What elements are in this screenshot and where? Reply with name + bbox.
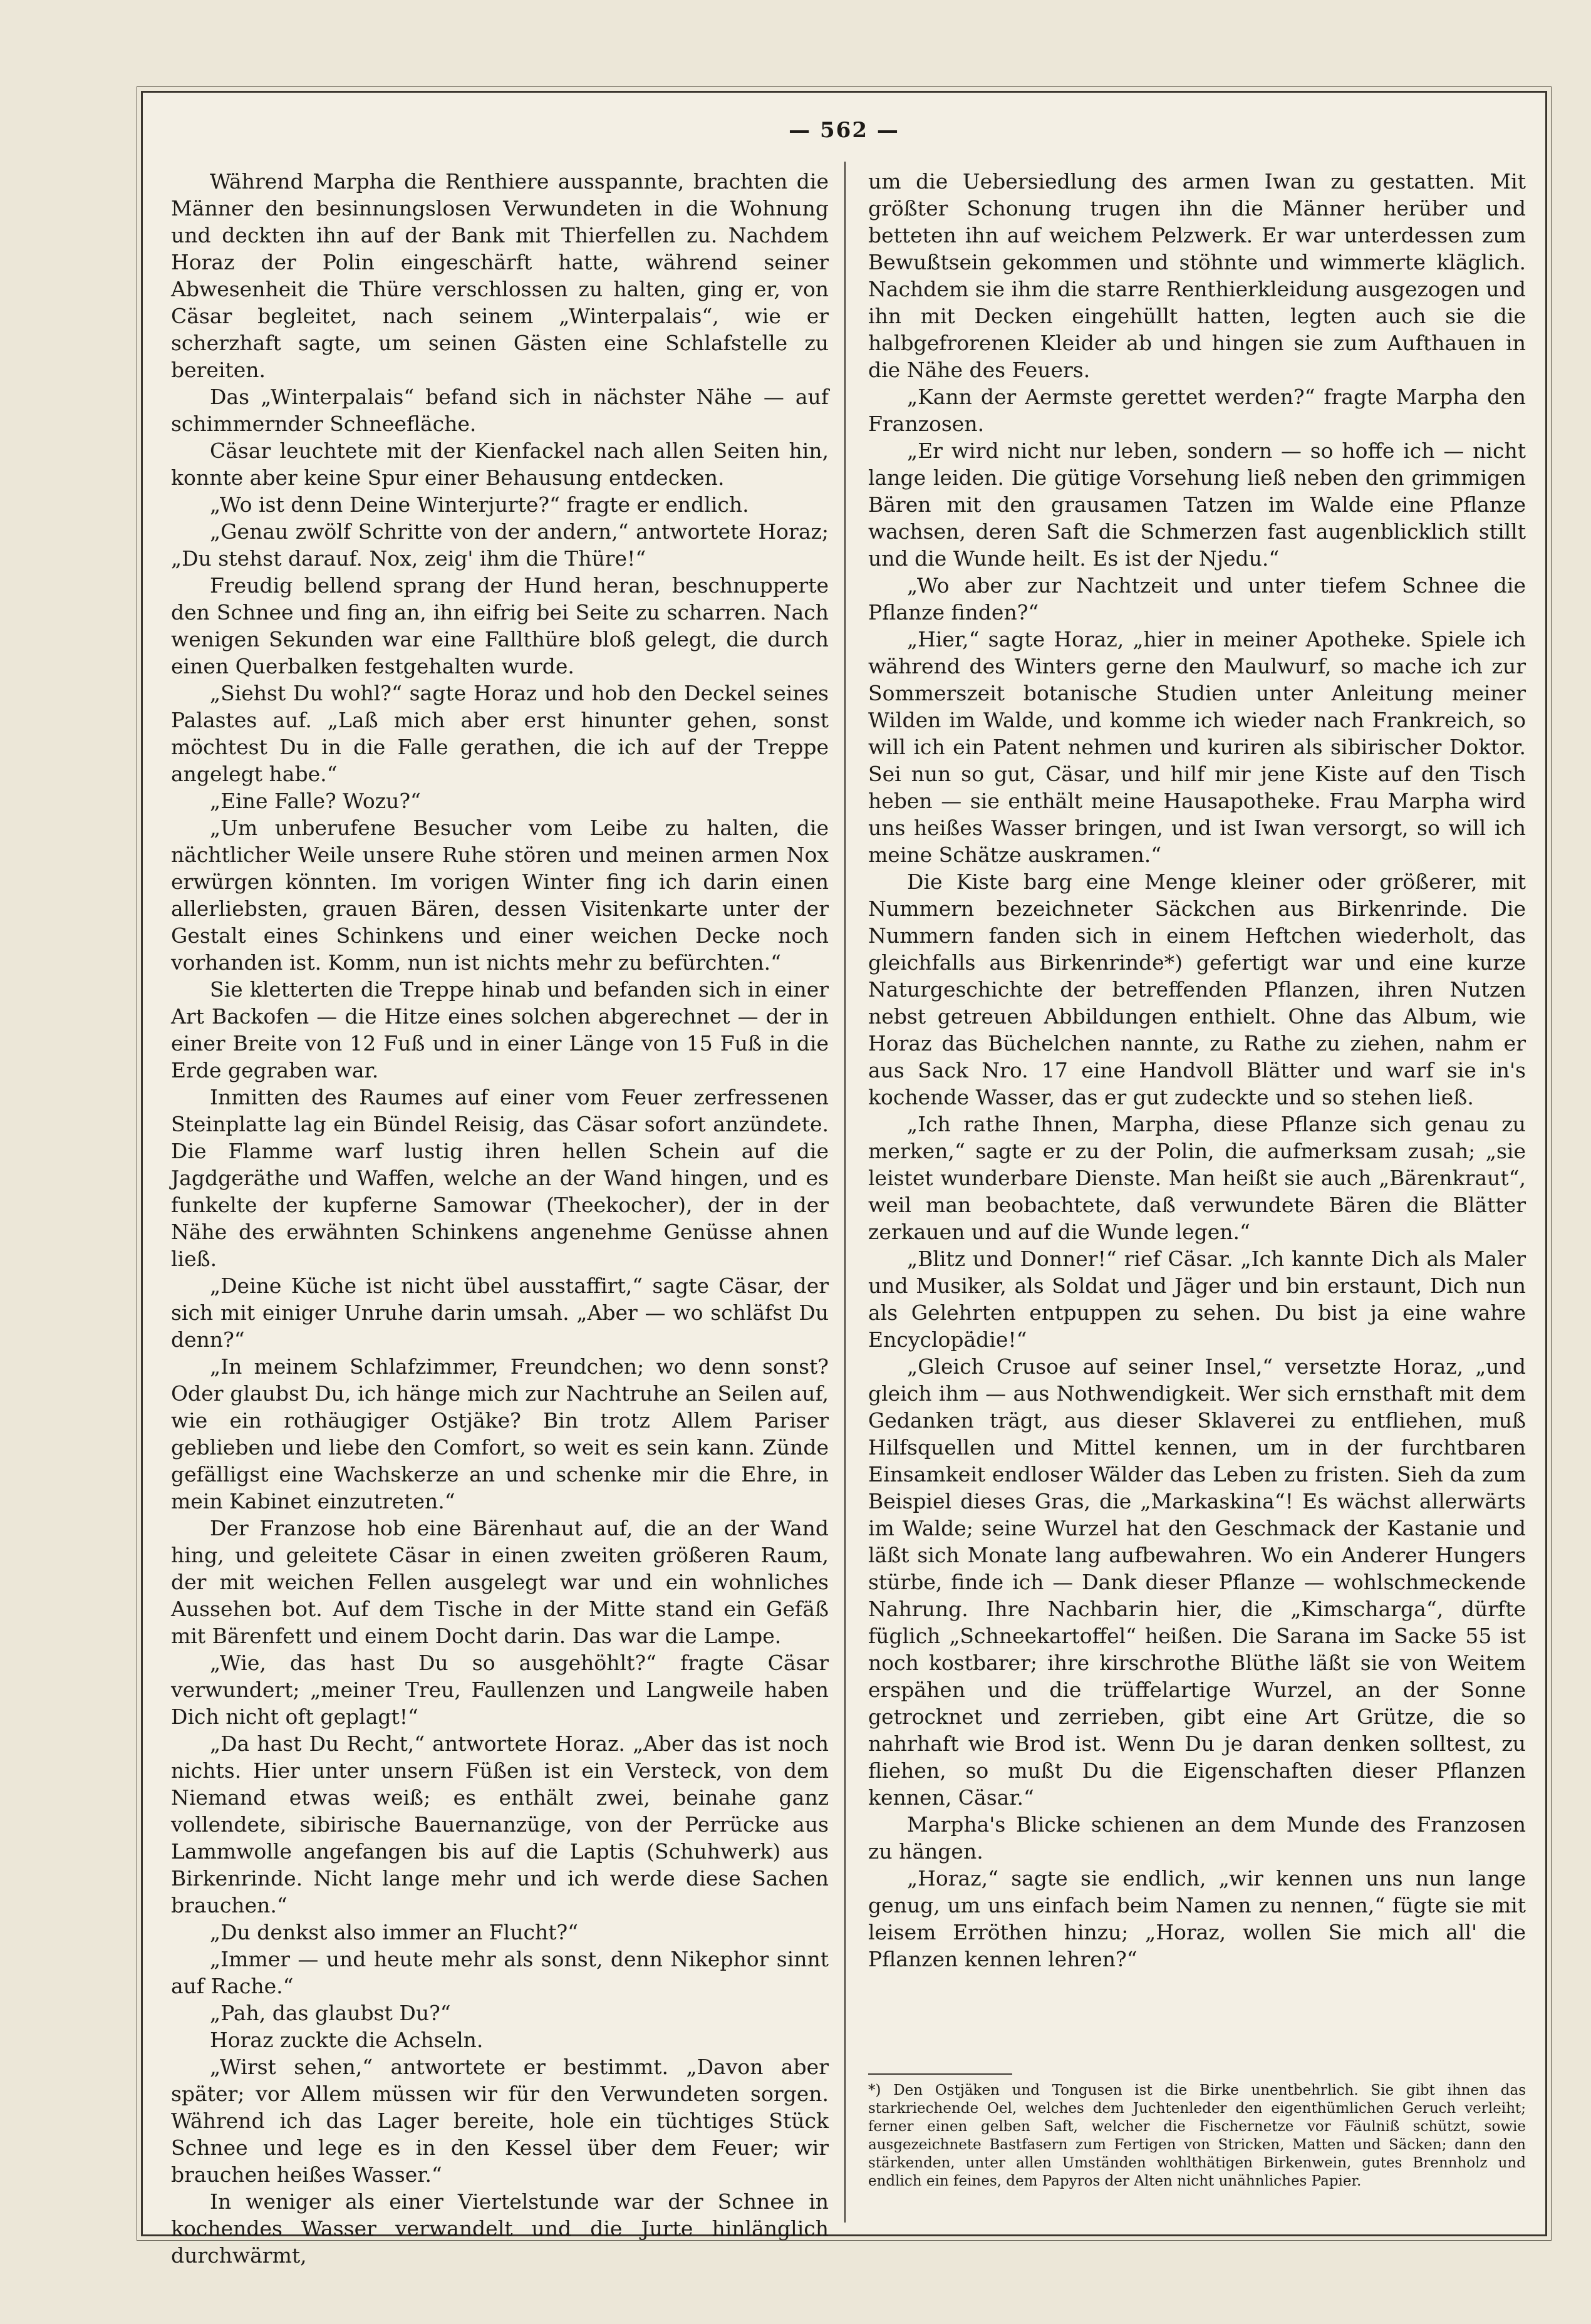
paragraph: „Pah, das glaubst Du?“: [210, 2001, 451, 2025]
paragraph: „Wo aber zur Nachtzeit und unter tiefem Schnee die Pflanze finden?“: [868, 573, 1526, 625]
paragraph: „Horaz,“ sagte sie endlich, „wir kennen uns nun lange genug, um uns einfach beim Namen zu nennen,“ fügte sie mit leisem Erröthen hinzu; „Horaz, wollen Sie mich all' die Pflanzen kennen lehren?“: [868, 1866, 1526, 1971]
paragraph: In weniger als einer Viertelstunde war der Schnee in kochendes Wasser verwandelt und die Jurte hinlänglich durchwärmt,: [171, 2189, 829, 2268]
paragraph: „Deine Küche ist nicht übel ausstaffirt,“ sagte Cäsar, der sich mit einiger Unruhe darin umsah. „Aber — wo schläfst Du denn?“: [171, 1274, 829, 1352]
page-number: — 562 —: [789, 118, 899, 143]
paragraph: „In meinem Schlafzimmer, Freundchen; wo denn sonst? Oder glaubst Du, ich hänge mich zur Nachtruhe an Seilen auf, wie ein rothäugiger Ostjäke? Bin trotz Allem Pariser geblieben und liebe den Comfort, so weit es sein kann. Zünde gefälligst eine Wachskerze an und schenke mir die Ehre, in mein Kabinet einzutreten.“: [171, 1354, 829, 1513]
paragraph: „Wie, das hast Du so ausgehöhlt?“ fragte Cäsar verwundert; „meiner Treu, Faullenzen und Langweile haben Dich nicht oft geplagt!“: [171, 1651, 829, 1729]
paragraph: „Du denkst also immer an Flucht?“: [210, 1920, 579, 1944]
paragraph: Der Franzose hob eine Bärenhaut auf, die an der Wand hing, und geleitete Cäsar in einen zweiten größeren Raum, der mit weichen Fellen ausgelegt war und ein wohnliches Aussehen bot. Auf dem Tische in der Mitte stand ein Gefäß mit Bärenfett und einem Docht darin. Das war die Lampe.: [171, 1516, 829, 1648]
newspaper-page: [141, 91, 1547, 2268]
paragraph: „Genau zwölf Schritte von der andern,“ antwortete Horaz; „Du stehst darauf. Nox, zeig' ihm die Thüre!“: [171, 519, 829, 571]
paragraph: „Gleich Crusoe auf seiner Insel,“ versetzte Horaz, „und gleich ihm — aus Nothwendigkeit. Wer sich ernsthaft mit dem Gedanken trägt, aus dieser Sklaverei zu entfliehen, muß Hilfsquellen und Mittel kennen, um in der furchtbaren Einsamkeit endloser Wälder das Leben zu fristen. Sieh da zum Beispiel dieses Gras, die „Markaskina“! Es wächst allerwärts im Walde; seine Wurzel hat den Geschmack der Kastanie und läßt sich Monate lang aufbewahren. Wo ein Anderer Hungers stürbe, finde ich — Dank dieser Pflanze — wohlschmeckende Nahrung. Ihre Nachbarin hier, die „Kimscharga“, dürfte füglich „Schneekartoffel“ heißen. Die Sarana im Sacke 55 ist noch kostbarer; ihre kirschrothe Blüthe läßt sie von Weitem erspähen und die trüffelartige Wurzel, an der Sonne getrocknet und zerrieben, gibt eine Art Grütze, die so nahrhaft wie Brod ist. Wenn Du je daran denken solltest, zu fliehen, so mußt Du die Eigenschaften dieser Pflanzen kennen, Cäsar.“: [868, 1354, 1526, 1810]
paragraph: „Wirst sehen,“ antwortete er bestimmt. „Davon aber später; vor Allem müssen wir für den Verwundeten sorgen. Während ich das Lager bereite, hole ein tüchtiges Stück Schnee und lege es in den Kessel über dem Feuer; wir brauchen heißes Wasser.“: [171, 2055, 829, 2187]
column-divider: [844, 162, 846, 2223]
paragraph: „Siehst Du wohl?“ sagte Horaz und hob den Deckel seines Palastes auf. „Laß mich aber erst hinunter gehen, sonst möchtest Du in die Falle gerathen, die ich auf der Treppe angelegt habe.“: [171, 681, 829, 786]
footnote-rule: [868, 2073, 1012, 2075]
paragraph: „Er wird nicht nur leben, sondern — so hoffe ich — nicht lange leiden. Die gütige Vorsehung ließ neben den grimmigen Bären mit den grausamen Tatzen im Walde eine Pflanze wachsen, deren Saft die Schmerzen fast augenblicklich stillt und die Wunde heilt. Es ist der Njedu.“: [868, 438, 1526, 571]
paragraph: „Um unberufene Besucher vom Leibe zu halten, die nächtlicher Weile unsere Ruhe stören und meinen armen Nox erwürgen könnten. Im vorigen Winter fing ich darin einen allerliebsten, grauen Bären, dessen Visitenkarte unter der Gestalt eines Schinkens und einer weichen Decke noch vorhanden ist. Komm, nun ist nichts mehr zu befürchten.“: [171, 816, 829, 975]
footnote: *) Den Ostjäken und Tongusen ist die Birke unentbehrlich. Sie gibt ihnen das starkriechende Oel, welches dem Juchtenleder den eigenthümlichen Geruch verleiht; ferner einen gelben Saft, welcher die Fischernetze vor Fäulniß schützt, sowie ausgezeichnete Bastfasern zum Fertigen von Stricken, Matten und Säcken; dann den stärkenden, unter allen Umständen wohlthätigen Birkenwein, gutes Brennholz und endlich ein feines, dem Papyros der Alten nicht unähnliches Papier.: [868, 2082, 1526, 2189]
paragraph: um die Uebersiedlung des armen Iwan zu gestatten. Mit größter Schonung trugen ihn die Männer herüber und betteten ihn auf weichem Pelzwerk. Er war unterdessen zum Bewußtsein gekommen und stöhnte und wimmerte kläglich. Nachdem sie ihm die starre Renthierkleidung ausgezogen und ihn mit Decken eingehüllt hatten, legten auch sie die halbgefrorenen Kleider ab und hingen sie zum Aufthauen in die Nähe des Feuers.: [868, 169, 1526, 382]
paragraph: „Ich rathe Ihnen, Marpha, diese Pflanze sich genau zu merken,“ sagte er zu der Polin, die aufmerksam zusah; „sie leistet wunderbare Dienste. Man heißt sie auch „Bärenkraut“, weil man beobachtete, daß verwundete Bären die Blätter zerkauen und auf die Wunde legen.“: [868, 1112, 1526, 1244]
paragraph: Horaz zuckte die Achseln.: [210, 2028, 484, 2052]
paragraph: „Eine Falle? Wozu?“: [210, 789, 421, 813]
paragraph: Die Kiste barg eine Menge kleiner oder größerer, mit Nummern bezeichneter Säckchen aus Birkenrinde. Die Nummern fanden sich in einem Heftchen wiederholt, das gleichfalls aus Birkenrinde*) gefertigt war und eine kurze Naturgeschichte der betreffenden Pflanzen, ihren Nutzen nebst getreuen Abbildungen enthielt. Ohne das Album, wie Horaz das Büchelchen nannte, zu Rathe zu ziehen, nahm er aus Sack Nro. 17 eine Handvoll Blätter und warf sie in's kochende Wasser, das er gut zudeckte und so stehen ließ.: [868, 869, 1526, 1109]
paragraph: „Kann der Aermste gerettet werden?“ fragte Marpha den Franzosen.: [868, 385, 1526, 436]
paragraph: Freudig bellend sprang der Hund heran, beschnupperte den Schnee und fing an, ihn eifrig bei Seite zu scharren. Nach wenigen Sekunden war eine Fallthüre bloß gelegt, die durch einen Querbalken festgehalten wurde.: [171, 573, 829, 678]
paragraph: Während Marpha die Renthiere ausspannte, brachten die Männer den besinnungslosen Verwundeten in die Wohnung und deckten ihn auf der Bank mit Thierfellen zu. Nachdem Horaz der Polin eingeschärft hatte, während seiner Abwesenheit die Thüre verschlossen zu halten, ging er, von Cäsar begleitet, nach seinem „Winterpalais“, wie er scherzhaft sagte, um seinen Gästen eine Schlafstelle zu bereiten.: [171, 169, 829, 382]
paragraph: „Hier,“ sagte Horaz, „hier in meiner Apotheke. Spiele ich während des Winters gerne den Maulwurf, so mache ich zur Sommerszeit botanische Studien unter Anleitung meiner Wilden im Walde, und komme ich wieder nach Frankreich, so will ich ein Patent nehmen und kuriren als sibirischer Doktor. Sei nun so gut, Cäsar, und hilf mir jene Kiste auf den Tisch heben — sie enthält meine Hausapotheke. Frau Marpha wird uns heißes Wasser bringen, und ist Iwan versorgt, so will ich meine Schätze auskramen.“: [868, 627, 1526, 867]
paragraph: „Wo ist denn Deine Winterjurte?“ fragte er endlich.: [210, 492, 749, 517]
paragraph: Marpha's Blicke schienen an dem Munde des Franzosen zu hängen.: [868, 1812, 1526, 1864]
paragraph: Sie kletterten die Treppe hinab und befanden sich in einer Art Backofen — die Hitze eines solchen abgerechnet — der in einer Breite von 12 Fuß und in einer Länge von 15 Fuß in die Erde gegraben war.: [171, 977, 829, 1082]
paragraph: Cäsar leuchtete mit der Kienfackel nach allen Seiten hin, konnte aber keine Spur einer Behausung entdecken.: [171, 438, 829, 490]
paragraph: „Blitz und Donner!“ rief Cäsar. „Ich kannte Dich als Maler und Musiker, als Soldat und Jäger und bin erstaunt, Dich nun als Gelehrten entpuppen zu sehen. Du bist ja eine wahre Encyclopädie!“: [868, 1247, 1526, 1352]
right-column: [868, 168, 1526, 1973]
paragraph: „Da hast Du Recht,“ antwortete Horaz. „Aber das ist noch nichts. Hier unter unsern Füßen ist ein Versteck, von dem Niemand etwas weiß; es enthält zwei, beinahe ganz vollendete, sibirische Bauernanzüge, von der Perrücke aus Lammwolle angefangen bis auf die Laptis (Schuhwerk) aus Birkenrinde. Nicht lange mehr und ich werde diese Sachen brauchen.“: [171, 1731, 829, 1917]
paragraph: Das „Winterpalais“ befand sich in nächster Nähe — auf schimmernder Schneefläche.: [171, 385, 829, 436]
paragraph: Inmitten des Raumes auf einer vom Feuer zerfressenen Steinplatte lag ein Bündel Reisig, das Cäsar sofort anzündete. Die Flamme warf lustig ihren hellen Schein auf die Jagdgeräthe und Waffen, welche an der Wand hingen, und es funkelte der kupferne Samowar (Theekocher), der in der Nähe des erwähnten Schinkens angenehme Genüsse ahnen ließ.: [171, 1085, 829, 1271]
paragraph: „Immer — und heute mehr als sonst, denn Nikephor sinnt auf Rache.“: [171, 1947, 829, 1998]
left-column: [171, 168, 829, 2269]
